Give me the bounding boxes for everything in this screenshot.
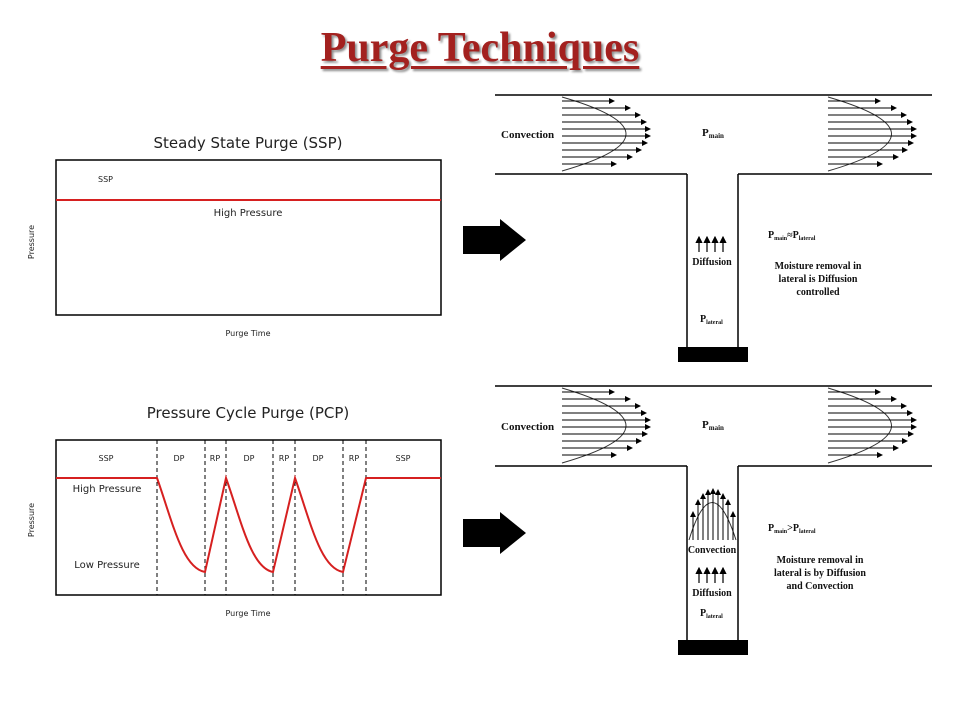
pcp-xlabel: Purge Time <box>225 609 271 618</box>
ssp-flow-diagram <box>495 95 932 362</box>
p-lateral-label: $P_{lateral}$ <box>700 314 723 326</box>
pcp-chart-title: Pressure Cycle Purge (PCP) <box>146 404 350 422</box>
lateral-end-cap <box>678 640 748 655</box>
pcp-phase-label: RP <box>348 454 360 463</box>
pcp-phase-label: DP <box>243 454 255 463</box>
pcp-phase-label: DP <box>173 454 185 463</box>
note-line-1: Moisture removal in <box>774 261 862 272</box>
ssp-plot-frame <box>56 160 441 315</box>
note-line-3: controlled <box>796 287 840 298</box>
diffusion-label: Diffusion <box>692 257 732 268</box>
ssp-ylabel: Pressure <box>27 224 36 260</box>
convection-label: Convection <box>501 129 555 141</box>
diffusion-label: Diffusion <box>692 588 732 599</box>
pcp-flow-diagram <box>495 386 932 655</box>
p-main-label: Pmain <box>702 419 724 432</box>
convection-flow-arrows <box>562 392 916 455</box>
ssp-xlabel: Purge Time <box>225 329 271 338</box>
pcp-high-pressure-label: High Pressure <box>72 484 142 495</box>
pcp-phase-label: RP <box>278 454 290 463</box>
pcp-phase-label: DP <box>312 454 324 463</box>
lateral-end-cap <box>678 347 748 362</box>
ssp-chart-title: Steady State Purge (SSP) <box>153 134 343 152</box>
p-lateral-label: $P_{lateral}$ <box>700 608 723 620</box>
ssp-phase-label: SSP <box>98 175 113 184</box>
diffusion-arrows <box>699 568 723 583</box>
pcp-plot-frame <box>56 440 441 595</box>
p-main-label: Pmain <box>702 127 724 140</box>
pcp-low-pressure-label: Low Pressure <box>74 560 140 571</box>
pcp-phase-label: SSP <box>98 454 114 463</box>
convection-flow-arrows <box>562 101 916 164</box>
pcp-phase-label: RP <box>209 454 221 463</box>
note-line-2: lateral is by Diffusion <box>774 568 866 579</box>
pressure-relation-label: $P_{main}>P_{lateral}$ <box>768 523 816 535</box>
pcp-chart <box>27 440 441 618</box>
note-line-3: and Convection <box>786 581 854 592</box>
convection-label: Convection <box>501 421 555 433</box>
lateral-convection-label: Convection <box>687 545 737 556</box>
note-line-2: lateral is Diffusion <box>778 274 858 285</box>
pressure-relation-label: $P_{main}\approx P_{lateral}$ <box>768 230 816 242</box>
diffusion-arrows <box>699 237 723 252</box>
right-arrow-icon <box>463 219 526 261</box>
pcp-phase-label: SSP <box>395 454 411 463</box>
ssp-chart <box>27 160 441 338</box>
pcp-ylabel: Pressure <box>27 502 36 538</box>
note-line-1: Moisture removal in <box>776 555 864 566</box>
page-title: Purge Techniques <box>320 25 640 71</box>
ssp-high-pressure-label: High Pressure <box>213 208 283 219</box>
right-arrow-icon <box>463 512 526 554</box>
